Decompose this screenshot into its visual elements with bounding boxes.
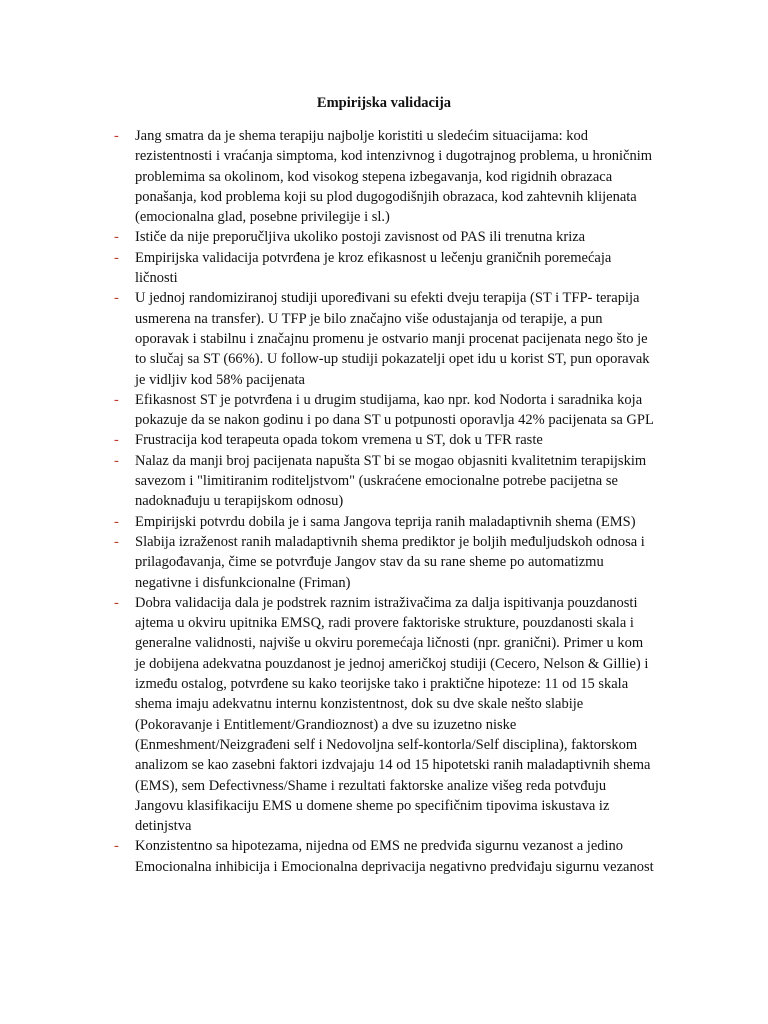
list-item-line: ajtema u okviru upitnika EMSQ, radi provere faktoriske strukture, pouzdanosti skala i: [135, 615, 634, 632]
list-item: [112, 227, 684, 247]
list-item-line: Emocionalna inhibicija i Emocionalna deprivacija negativno predviđaju sigurnu vezanost: [135, 858, 654, 875]
list-item-line: je vidljiv kod 58% pacijenata: [135, 371, 305, 388]
list-item-line: prilagođavanja, čime se potvrđuje Jangov stav da su rane sheme po automatizmu: [135, 554, 604, 571]
list-item-line: Empirijska validacija potvrđena je kroz efikasnost u lečenju graničnih poremećaja: [135, 249, 612, 266]
list-item-line: Slabija izraženost ranih maladaptivnih shema prediktor je boljih međuljudskoh odnosa i: [135, 533, 645, 550]
bullet-dash: -: [114, 290, 119, 307]
bullet-dash: -: [114, 391, 119, 408]
bullet-dash: -: [114, 838, 119, 855]
bullet-dash: -: [114, 452, 119, 469]
list-item-line: Konzistentno sa hipotezama, nijedna od EMS ne predviđa sigurnu vezanost a jedino: [135, 838, 624, 855]
bullet-dash: -: [114, 128, 119, 144]
list-item: [112, 532, 684, 593]
list-item: [112, 430, 684, 450]
list-item-line: pokazuje da se nakon godinu i po dana ST u potpunosti oporavlja 42% pacijenata sa GPL: [135, 412, 654, 429]
document-title: Empirijska validacija: [316, 95, 452, 111]
list-item-line: Nalaz da manji broj pacijenata napušta ST bi se mogao objasniti kvalitetnim terapijskim: [135, 452, 647, 469]
list-item-line: to slučaj sa ST (66%). U follow-up studiji pokazatelji opet idu u korist ST, pun oporavak: [135, 351, 650, 368]
list-item-line: (emocionalna glad, posebne privilegije i sl.): [135, 209, 390, 226]
list-item-line: nadoknađuju u terapijskom odnosu): [135, 493, 344, 510]
list-item-line: je dobijena adekvatna pouzdanost je jednoj američkoj studiji (Cecero, Nelson & Gillie) i: [135, 655, 649, 672]
list-item-line: (Enmeshment/Neizgrađeni self i Nedovoljna self-kontorla/Self disciplina), faktorskom: [135, 736, 638, 753]
list-item-line: ličnosti: [135, 270, 178, 287]
list-item-line: (Pokoravanje i Entitlement/Grandioznost) a dve su izuzetno niske: [135, 716, 517, 733]
list-item-line: problemima sa okolinom, kod visokog stepena izbegavanja, kod rigidnih obrazaca: [135, 168, 613, 185]
list-item-line: ponašanja, kod problema koji su plod dugogodišnjih obrazaca, kod zahtevnih klijenata: [135, 188, 637, 205]
list-item-line: između ostalog, potvrđene su kako teorijske tako i praktične hipoteze: 11 od 15 skala: [135, 676, 629, 693]
list-item: [112, 836, 684, 877]
list-item: [112, 512, 684, 532]
list-item: [112, 451, 684, 512]
list-item-line: Ističe da nije preporučljiva ukoliko postoji zavisnost od PAS ili trenutna kriza: [135, 229, 586, 246]
bullet-dash: -: [114, 533, 119, 550]
list-item: [112, 390, 684, 431]
list-item-line: detinjstva: [135, 818, 192, 835]
bullet-dash: -: [114, 513, 119, 530]
list-item: [112, 593, 684, 837]
list-item-line: U jednoj randomiziranoj studiji upoređivani su efekti dveju terapija (ST i TFP- terapija: [135, 290, 640, 307]
bullet-dash: -: [114, 594, 119, 611]
bullet-dash: -: [114, 229, 119, 246]
list-item-line: Empirijski potvrdu dobila je i sama Jangova teprija ranih maladaptivnih shema (EMS): [135, 513, 636, 530]
list-item-line: oporavak i stabilnu i značajnu promenu je ostvario manji procenat pacijenata nego što je: [135, 330, 648, 347]
bullet-dash: -: [114, 432, 119, 449]
list-item-line: (EMS), sem Defectivness/Shame i rezultati faktorske analize višeg reda potvđuju: [135, 777, 607, 794]
bullet-dash: -: [114, 249, 119, 266]
list-item-line: rezistentnosti i vraćanja simptoma, kod intenzivnog i dugotrajnog problema, u hroničnim: [135, 148, 653, 165]
list-item-line: Jangovu klasifikaciju EMS u domene sheme po specifičnim tipovima iskustava iz: [135, 797, 610, 814]
list-item: [112, 288, 684, 389]
list-item-line: usmerena na transfer). U TFP je bilo značajno više odustajanja od terapije, a pun: [135, 310, 603, 327]
list-item-line: generalne validnosti, najviše u okviru poremećaja ličnosti (npr. granični). Primer u kom: [135, 635, 644, 652]
list-item-line: Dobra validacija dala je podstrek raznim istraživačima za dalja ispitivanja pouzdanosti: [135, 594, 638, 611]
bullet-list: [112, 126, 684, 877]
list-item-line: savezom i "limitiranim roditeljstvom" (uskraćene emocionalne potrebe pacijetna se: [135, 473, 618, 490]
list-item-line: analizom se kao zasebni faktori izdvajaju 14 od 15 hipotetski ranih maladaptivnih shema: [135, 757, 651, 774]
list-item-line: Frustracija kod terapeuta opada tokom vremena u ST, dok u TFR raste: [135, 432, 543, 449]
list-item-line: negativne i disfunkcionalne (Friman): [135, 574, 351, 591]
list-item: [112, 126, 684, 227]
list-item-line: Efikasnost ST je potvrđena i u drugim studijama, kao npr. kod Nodorta i saradnika koja: [135, 391, 643, 408]
list-item-line: shema imaju adekvatnu internu konzistentnost, dok su dve skale nešto slabije: [135, 696, 584, 713]
list-item: [112, 248, 684, 289]
list-item-line: Jang smatra da je shema terapiju najbolje koristiti u sledećim situacijama: kod: [135, 128, 588, 144]
